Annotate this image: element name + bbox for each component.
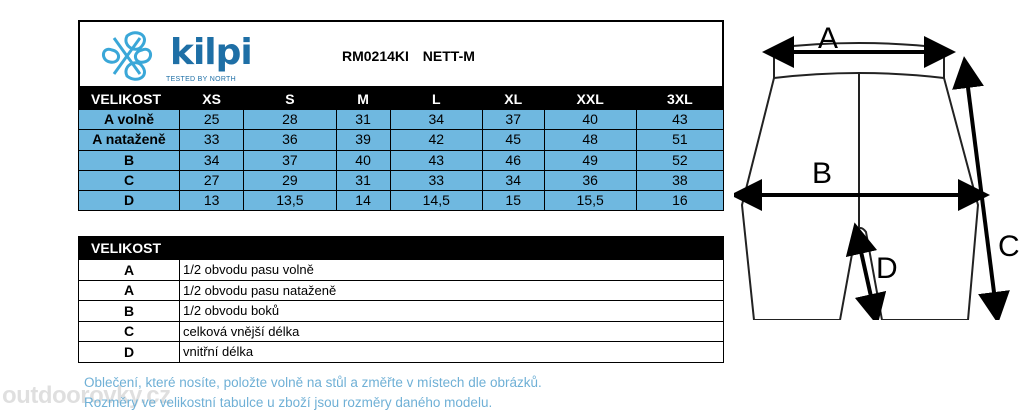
label-c: C bbox=[998, 230, 1020, 263]
size-table bbox=[78, 88, 724, 211]
table-cell: 16 bbox=[636, 191, 723, 211]
table-cell: 31 bbox=[336, 170, 390, 190]
table-cell: 51 bbox=[636, 130, 723, 150]
table-cell: 15,5 bbox=[544, 191, 636, 211]
table-cell: 29 bbox=[244, 170, 336, 190]
label-a: A bbox=[818, 22, 839, 55]
table-cell: 38 bbox=[636, 170, 723, 190]
measure-d-arrow bbox=[858, 238, 874, 310]
table-row bbox=[79, 130, 724, 150]
size-table-header bbox=[79, 89, 724, 110]
table-cell: 37 bbox=[482, 110, 544, 130]
table-cell: 13 bbox=[180, 191, 244, 211]
table-cell: 14 bbox=[336, 191, 390, 211]
table-row bbox=[79, 260, 724, 281]
legend-code: D bbox=[79, 342, 180, 363]
table-row bbox=[79, 150, 724, 170]
table-cell: 43 bbox=[636, 110, 723, 130]
table-cell: 46 bbox=[482, 150, 544, 170]
table-cell: 14,5 bbox=[390, 191, 482, 211]
row-label: C bbox=[79, 170, 180, 190]
label-b: B bbox=[812, 157, 833, 190]
legend-desc: vnitřní délka bbox=[180, 342, 724, 363]
shorts-outline bbox=[742, 43, 978, 320]
table-row bbox=[79, 301, 724, 322]
table-cell: 37 bbox=[244, 150, 336, 170]
header-size: 3XL bbox=[636, 89, 723, 110]
table-cell: 27 bbox=[180, 170, 244, 190]
legend-desc: celková vnější délka bbox=[180, 321, 724, 342]
row-label: D bbox=[79, 191, 180, 211]
table-cell: 42 bbox=[390, 130, 482, 150]
header-size: XS bbox=[180, 89, 244, 110]
table-cell: 33 bbox=[180, 130, 244, 150]
table-cell: 34 bbox=[482, 170, 544, 190]
shorts-diagram bbox=[734, 20, 1024, 320]
legend-header: VELIKOST bbox=[79, 237, 724, 260]
header-size: L bbox=[390, 89, 482, 110]
legend-code: B bbox=[79, 301, 180, 322]
legend-code: A bbox=[79, 280, 180, 301]
brand-name: kilpi bbox=[170, 32, 252, 73]
table-cell: 31 bbox=[336, 110, 390, 130]
table-cell: 33 bbox=[390, 170, 482, 190]
table-cell: 39 bbox=[336, 130, 390, 150]
table-cell: 40 bbox=[544, 110, 636, 130]
table-cell: 43 bbox=[390, 150, 482, 170]
table-cell: 36 bbox=[244, 130, 336, 150]
table-row bbox=[79, 280, 724, 301]
table-cell: 34 bbox=[180, 150, 244, 170]
table-cell: 25 bbox=[180, 110, 244, 130]
legend-desc: 1/2 obvodu pasu nataženě bbox=[180, 280, 724, 301]
table-cell: 45 bbox=[482, 130, 544, 150]
label-d: D bbox=[876, 252, 898, 285]
table-cell: 36 bbox=[544, 170, 636, 190]
table-cell: 40 bbox=[336, 150, 390, 170]
legend-code: A bbox=[79, 260, 180, 281]
kilpi-logo bbox=[92, 28, 252, 86]
legend-table bbox=[78, 236, 724, 363]
table-row bbox=[79, 110, 724, 130]
table-cell: 49 bbox=[544, 150, 636, 170]
table-cell: 15 bbox=[482, 191, 544, 211]
table-row bbox=[79, 170, 724, 190]
instruction-note: Oblečení, které nosíte, položte volně na stůl a změřte v místech dle obrázků. bbox=[84, 375, 542, 390]
table-cell: 34 bbox=[390, 110, 482, 130]
header-size: S bbox=[244, 89, 336, 110]
header-velikost: VELIKOST bbox=[79, 89, 180, 110]
legend-desc: 1/2 obvodu pasu volně bbox=[180, 260, 724, 281]
instruction-note: Rozměry ve velikostní tabulce u zboží jsou rozměry daného modelu. bbox=[84, 395, 493, 410]
table-cell: 48 bbox=[544, 130, 636, 150]
measure-c-arrow bbox=[966, 72, 996, 308]
legend-desc: 1/2 obvodu boků bbox=[180, 301, 724, 322]
product-code: RM0214KI NETT-M bbox=[342, 48, 475, 64]
brand-header bbox=[78, 20, 724, 88]
row-label: B bbox=[79, 150, 180, 170]
table-cell: 52 bbox=[636, 150, 723, 170]
header-size: XXL bbox=[544, 89, 636, 110]
table-row bbox=[79, 321, 724, 342]
legend-code: C bbox=[79, 321, 180, 342]
row-label: A nataženě bbox=[79, 130, 180, 150]
table-cell: 13,5 bbox=[244, 191, 336, 211]
brand-tagline: TESTED BY NORTH bbox=[166, 76, 236, 83]
table-cell: 28 bbox=[244, 110, 336, 130]
knot-icon bbox=[92, 28, 162, 84]
watermark: outdoorovky.cz bbox=[2, 382, 171, 409]
row-label: A volně bbox=[79, 110, 180, 130]
table-row bbox=[79, 342, 724, 363]
header-size: M bbox=[336, 89, 390, 110]
table-row bbox=[79, 191, 724, 211]
header-size: XL bbox=[482, 89, 544, 110]
